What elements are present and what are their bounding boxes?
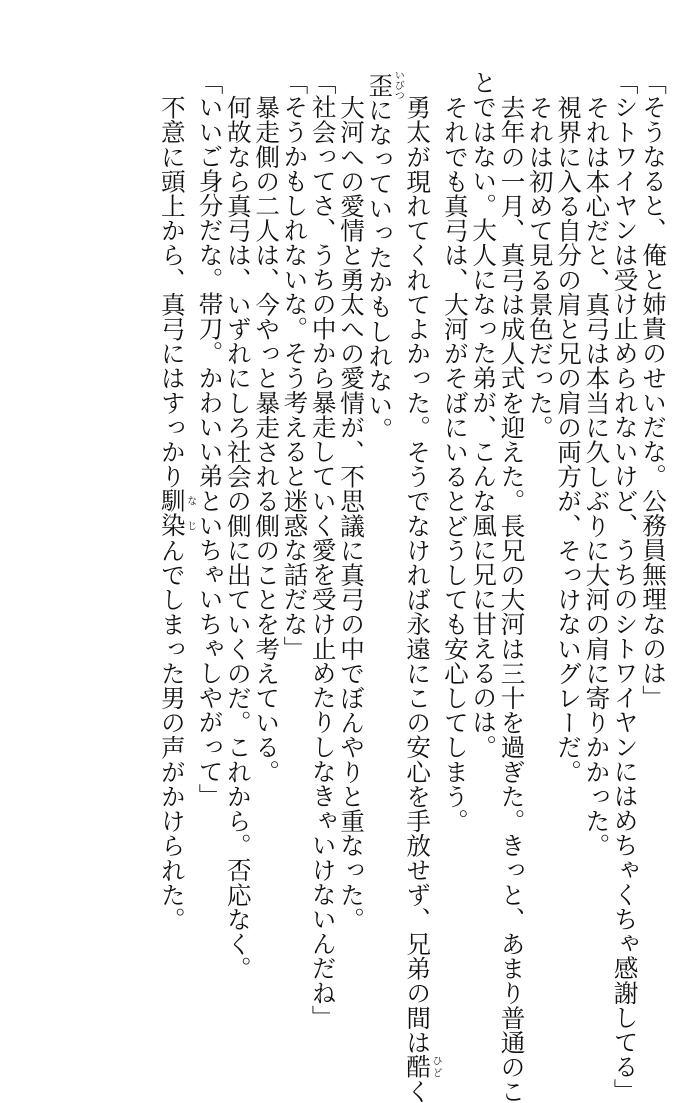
ruby-reading: いびつ	[392, 70, 404, 100]
text-line: 「そうなると、俺と姉貴のせいだな。公務員無理なのは」	[639, 70, 668, 710]
text-line: 去年の一月、真弓は成人式を迎えた。長兄の大河は三十を過ぎた。きっと、あまり普通のこ	[497, 94, 527, 1103]
text-line: それは初めて見る景色だった。	[525, 94, 555, 439]
ruby-reading: ひど	[430, 1054, 442, 1079]
text-line: 「シトワイヤンは受け止められないけど、うちのシトワイヤンにはめちゃくちゃ感謝してる」	[610, 70, 640, 1103]
text-run: く	[403, 1078, 433, 1103]
ruby-annotation: 歪いびつ	[365, 70, 404, 100]
text-line: 何故なら真弓は、いずれにしろ社会の側に出ていくのだ。これから。否応なく。	[223, 94, 253, 981]
text-line: とではない。大人になった弟が、こんな風に兄に甘えるのは。	[469, 70, 499, 759]
text-line: 暴走側の二人は、今やっと暴走される側のことを考えている。	[252, 94, 282, 784]
text-line: 「いいご身分だな。帯刀。かわいい弟といちゃいちゃしやがって」	[195, 70, 225, 808]
ruby-annotation: 馴染なじ	[157, 488, 196, 538]
text-line	[365, 70, 403, 970]
ruby-reading: なじ	[184, 488, 196, 538]
text-line: それは本心だと、真弓は本当に久しぶりに大河の肩に寄りかかった。	[582, 94, 612, 858]
vertical-text-block	[157, 70, 668, 1103]
text-run: 勇太が現れてくれてよかった。そうでなければ永遠にこの安心を手放せず、兄弟の間は	[403, 94, 433, 1054]
text-line	[157, 70, 195, 970]
text-line: 大河への愛情と勇太への愛情が、不思議に真弓の中でぼんやりと重なった。	[337, 94, 367, 931]
text-line	[403, 70, 442, 1103]
text-line: 「そうかもしれないな。そう考えると迷惑な話だな」	[280, 70, 310, 661]
text-run: になっていったかもしれない。	[365, 97, 395, 442]
text-run: 不意に頭上から、真弓にはすっかり	[157, 94, 187, 489]
text-run: んでしまった男の声がかけられた。	[157, 537, 187, 932]
text-line: それでも真弓は、大河がそばにいるとどうしても安心してしまう。	[440, 94, 470, 833]
text-line: 「社会ってさ、うちの中から暴走していく愛を受け止めたりしなきゃいけないんだね」	[308, 70, 338, 1030]
ruby-annotation: 酷ひど	[403, 1054, 442, 1079]
text-line: 視界に入る自分の肩と兄の肩の両方が、そっけないグレーだ。	[554, 94, 584, 784]
